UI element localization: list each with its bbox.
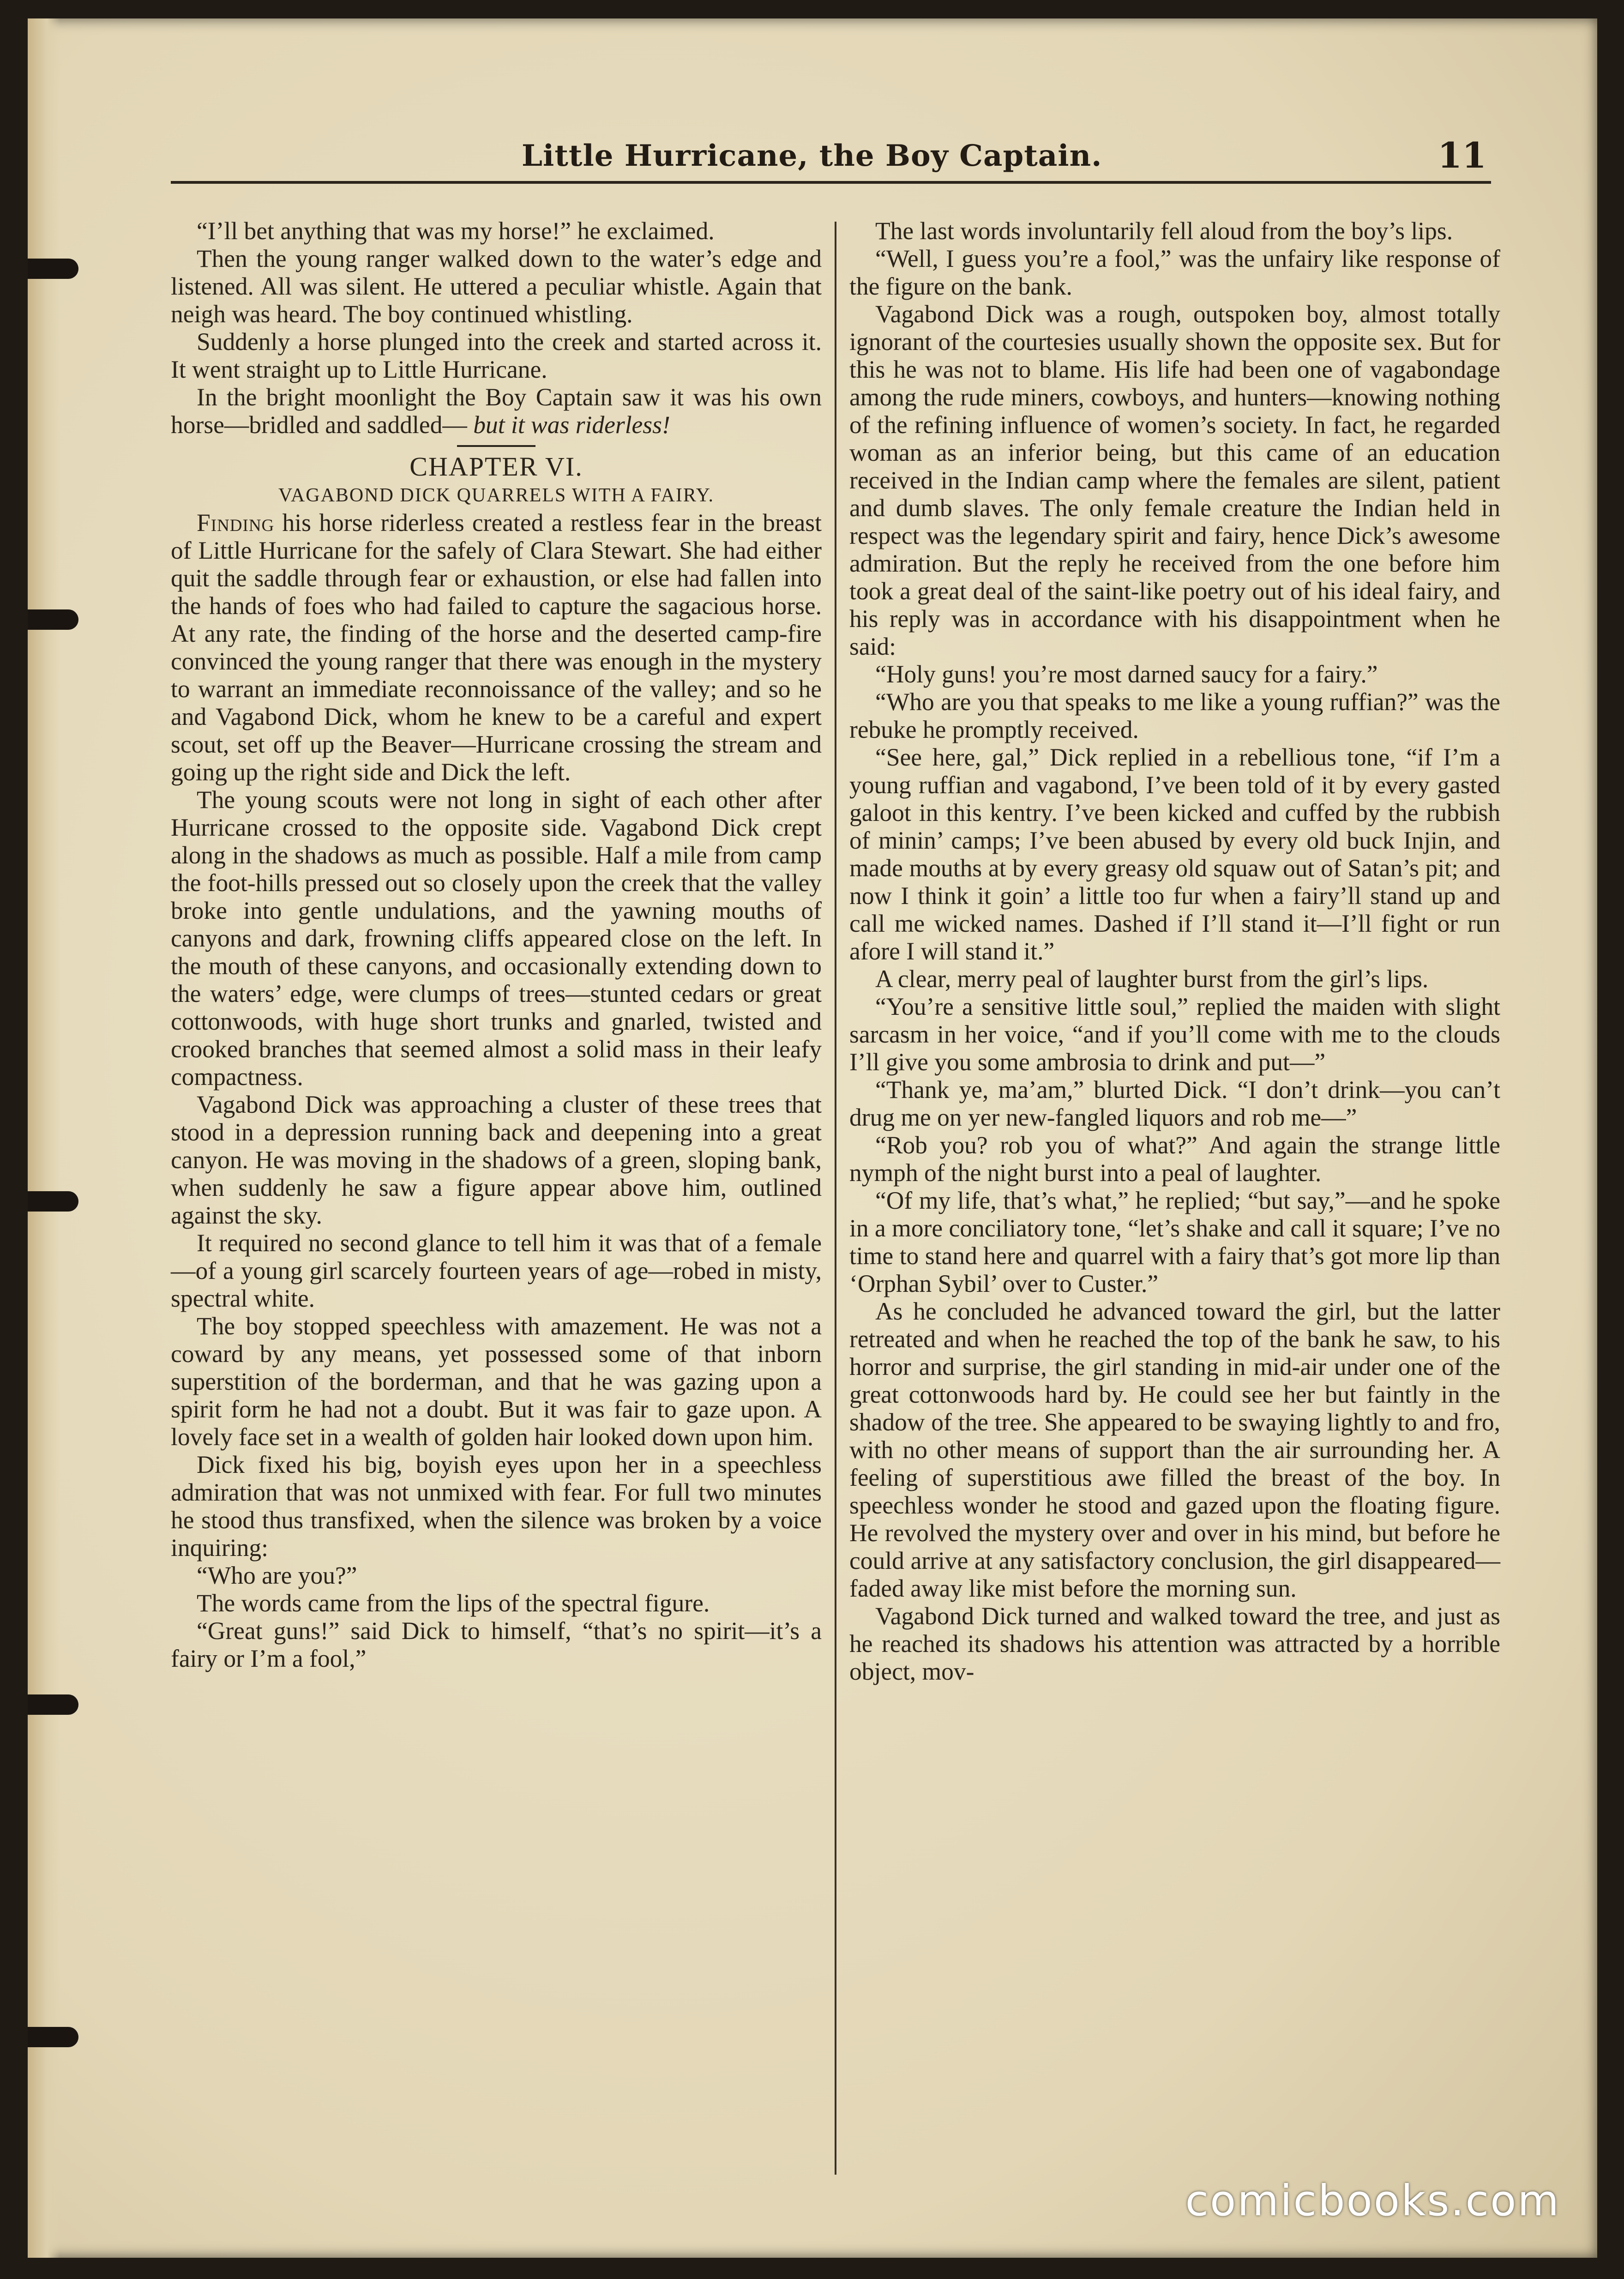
- chapter-subtitle: VAGABOND DICK QUARRELS WITH A FAIRY.: [278, 485, 714, 506]
- paragraph: “You’re a sensitive little soul,” replied the maiden with slight sarcasm in her voice, “and if you’ll come with me to the clouds I’ll give you some ambrosia to drink and put—”: [849, 993, 1500, 1076]
- paragraph: Vagabond Dick was a rough, outspoken boy, almost totally ignorant of the courtesies usually shown the opposite sex. But for this he was not to blame. His life had been one of vagabondage among the rude miners, cowboys, and hunters—knowing nothing of the refining influence of women’s society. In fact, he regarded woman as an inferior being, but this came of an education received in the Indian camp where the females are silent, patient and dumb slaves. The only female creature the Indian held in respect was the legendary spirit and fairy, hence Dick’s awesome admiration. But the reply he received from the one before him took a great deal of the saint-like poetry out of his ideal fairy, and his reply was in accordance with his disappointment when he said:: [849, 300, 1500, 660]
- header-rule: [171, 181, 1491, 184]
- paragraph: Vagabond Dick turned and walked toward the tree, and just as he reached its shadows his attention was attracted by a horrible object, mov-: [849, 1602, 1500, 1685]
- paragraph: “Who are you that speaks to me like a young ruffian?” was the rebuke he promptly received.: [849, 688, 1500, 743]
- binding-stitch-icon: [28, 259, 78, 279]
- emphasis-text: but it was riderless!: [473, 411, 670, 439]
- paragraph: “Rob you? rob you of what?” And again the strange little nymph of the night burst into a peal of laughter.: [849, 1131, 1500, 1187]
- paragraph: “Who are you?”: [197, 1562, 357, 1589]
- paragraph: The last words involuntarily fell aloud from the boy’s lips.: [875, 217, 1453, 245]
- paragraph: The boy stopped speechless with amazement. He was not a coward by any means, yet possessed some of that inborn superstition of the borderman, and that he was gazing upon a spirit form he had not a doubt. But it was fair to gaze upon. A lovely face set in a wealth of golden hair looked down upon him.: [171, 1312, 822, 1451]
- page-binding-edge: [28, 18, 60, 2258]
- chapter-rule: [457, 445, 535, 447]
- binding-stitch-icon: [28, 1191, 78, 1212]
- paragraph: “See here, gal,” Dick replied in a rebellious tone, “if I’m a young ruffian and vagabond, I’ve been told of it by every gasted galoot in this kentry. I’ve been kicked and cuffed by the rubbish of minin’ camps; I’ve been abused by every old buck Injin, and made mouths at by every greasy old squaw out of Satan’s pit; and now I think it goin’ a little too fur when a fairy’ll stand up and call me wicked names. Dashed if I’ll stand it—I’ll fight or run afore I will stand it.”: [849, 743, 1500, 965]
- paragraph: “Of my life, that’s what,” he replied; “but say,”—and he spoke in a more conciliatory tone, “let’s shake and call it square; I’ve no time to stand here and quarrel with a fairy that’s got more lip than ‘Orphan Sybil’ over to Custer.”: [849, 1187, 1500, 1297]
- left-column: [171, 217, 822, 2184]
- binding-stitch-icon: [28, 1694, 78, 1715]
- binding-stitch-icon: [28, 2027, 78, 2047]
- paragraph: “Holy guns! you’re most darned saucy for a fairy.”: [875, 660, 1378, 688]
- paragraph: It required no second glance to tell him it was that of a female—of a young girl scarcely fourteen years of age—robed in misty, spectral white.: [171, 1229, 822, 1312]
- paragraph: [171, 509, 822, 786]
- paragraph: Suddenly a horse plunged into the creek and started across it. It went straight up to Little Hurricane.: [171, 328, 822, 383]
- paragraph: The words came from the lips of the spectral figure.: [197, 1589, 710, 1617]
- paragraph: Dick fixed his big, boyish eyes upon her in a speechless admiration that was not unmixed with fear. For full two minutes he stood thus transfixed, when the silence was broken by a voice inquiring:: [171, 1451, 822, 1562]
- paragraph: A clear, merry peal of laughter burst from the girl’s lips.: [875, 965, 1429, 993]
- paragraph: Then the young ranger walked down to the water’s edge and listened. All was silent. He uttered a peculiar whistle. Again that neigh was heard. The boy continued whistling.: [171, 245, 822, 328]
- chapter-title: CHAPTER VI.: [409, 452, 583, 482]
- paragraph: “Well, I guess you’re a fool,” was the unfairy like response of the figure on the bank.: [849, 245, 1500, 300]
- paragraph-text: In the bright moonlight the Boy Captain saw it was his own horse—bridled and saddled—: [171, 383, 822, 439]
- binding-stitch-icon: [28, 609, 78, 630]
- paragraph: As he concluded he advanced toward the girl, but the latter retreated and when he reached the top of the bank he saw, to his horror and surprise, the girl standing in mid-air under one of the great cottonwoods hard by. He could see her but faintly in the shadow of the tree. She appeared to be swaying lightly to and fro, with no other means of support than the air surrounding her. A feeling of superstitious awe filled the breast of the boy. In speechless wonder he stood and gazed upon the floating figure. He revolved the mystery over and over in his mind, but before he could arrive at any satisfactory conclusion, the girl disappeared—faded away like mist before the morning sun.: [849, 1297, 1500, 1602]
- paragraph: “Great guns!” said Dick to himself, “that’s no spirit—it’s a fairy or I’m a fool,”: [171, 1617, 822, 1672]
- paragraph: Vagabond Dick was approaching a cluster of these trees that stood in a depression running back and deepening into a great canyon. He was moving in the shadows of a green, sloping bank, when suddenly he saw a figure appear above him, outlined against the sky.: [171, 1091, 822, 1229]
- right-column: [849, 217, 1500, 2184]
- site-watermark: comicbooks.com: [1185, 2176, 1560, 2225]
- paragraph: “I’ll bet anything that was my horse!” he exclaimed.: [197, 217, 715, 245]
- paragraph: The young scouts were not long in sight of each other after Hurricane crossed to the opposite side. Vagabond Dick crept along in the shadows as much as possible. Half a mile from camp the foot-hills pressed out so closely upon the creek that the valley broke into gentle undulations, and the yawning mouths of canyons and dark, frowning cliffs appeared close on the left. In the mouth of these canyons, and occasionally extending down to the waters’ edge, were clumps of trees—stunted cedars or great cottonwoods, with huge short trunks and gnarled, twisted and crooked branches that seemed almost a solid mass in their leafy compactness.: [171, 786, 822, 1091]
- page-number: 11: [1438, 135, 1486, 176]
- book-page: [28, 18, 1597, 2258]
- paragraph: “Thank ye, ma’am,” blurted Dick. “I don’t drink—you can’t drug me on yer new-fangled liquors and rob me—”: [849, 1076, 1500, 1131]
- paragraph: [171, 383, 822, 439]
- column-divider: [835, 222, 836, 2175]
- lead-in-word: Finding: [197, 509, 275, 537]
- page-header: [171, 125, 1491, 189]
- paragraph-text: his horse riderless created a restless fear in the breast of Little Hurricane for the safely of Clara Stewart. She had either quit the saddle through fear or exhaustion, or else had fallen into the hands of foes who had failed to capture the sagacious horse. At any rate, the finding of the horse and the deserted camp-fire convinced the young ranger that there was enough in the mystery to warrant an immediate reconnoissance of the valley; and so he and Vagabond Dick, whom he knew to be a careful and expert scout, set off up the Beaver—Hurricane crossing the stream and going up the right side and Dick the left.: [171, 509, 822, 786]
- running-title: Little Hurricane, the Boy Captain.: [522, 139, 1102, 173]
